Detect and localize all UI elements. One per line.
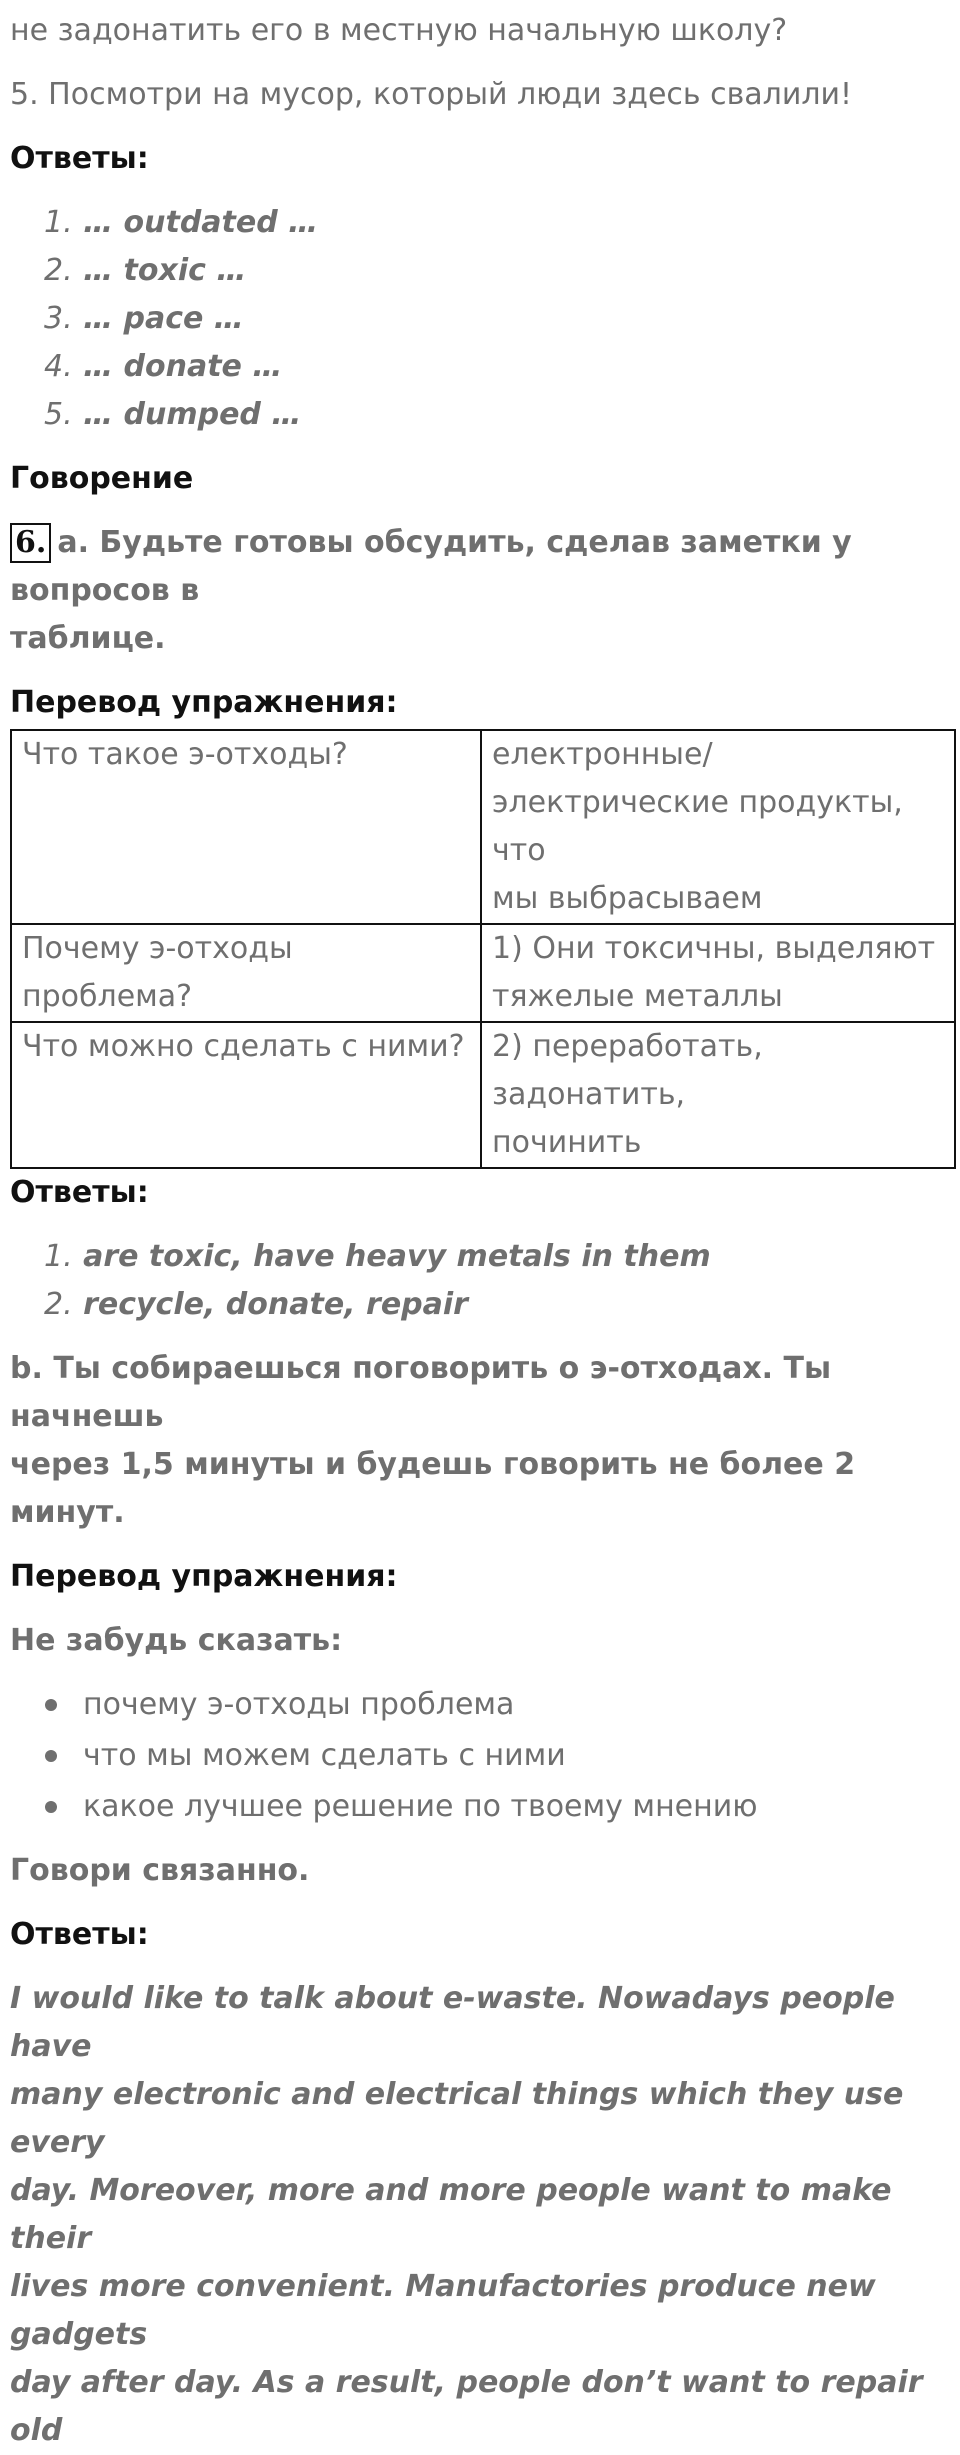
item-text: … outdated … bbox=[72, 205, 319, 240]
cell-line: тяжелые металлы bbox=[492, 979, 783, 1014]
item-text: что мы можем сделать с ними bbox=[83, 1738, 566, 1773]
item-text: … pace … bbox=[72, 301, 244, 336]
table-cell-question: Почему э-отходы проблема? bbox=[11, 924, 481, 1022]
task-instruction bbox=[10, 519, 950, 663]
answers-heading: Ответы: bbox=[10, 1175, 149, 1210]
bullet-list bbox=[10, 1681, 950, 1831]
item-text: … toxic … bbox=[72, 253, 247, 288]
list-item bbox=[44, 1233, 950, 1281]
item-text: … dumped … bbox=[72, 397, 302, 432]
item-number: 2. bbox=[44, 253, 73, 288]
item-number: 1. bbox=[44, 205, 73, 240]
notes-table bbox=[10, 729, 956, 1169]
essay-line: day after day. As a result, people don’t want to repair old bbox=[10, 2365, 923, 2448]
item-number: 3. bbox=[44, 301, 73, 336]
table-row bbox=[11, 1022, 955, 1168]
item-text: какое лучшее решение по твоему мнению bbox=[83, 1789, 758, 1824]
list-item bbox=[45, 1732, 950, 1780]
answers-list bbox=[10, 1233, 950, 1329]
list-item bbox=[44, 295, 950, 343]
list-item bbox=[44, 391, 950, 439]
table-cell-question: Что можно сделать с ними? bbox=[11, 1022, 481, 1168]
list-item bbox=[44, 1281, 950, 1329]
task-line: a. Будьте готовы обсудить, сделав заметки у вопросов в bbox=[10, 525, 852, 608]
answers-list bbox=[10, 199, 950, 439]
item-number: 5. bbox=[44, 397, 73, 432]
instruction-text: Говори связанно. bbox=[10, 1853, 310, 1888]
text-line: не задонатить его в местную начальную школу? bbox=[10, 13, 788, 48]
item-text: … donate … bbox=[72, 349, 283, 384]
task-number-box: 6. bbox=[10, 523, 51, 563]
essay-line: many electronic and electrical things which they use every bbox=[10, 2077, 904, 2160]
item-text: are toxic, have heavy metals in them bbox=[72, 1239, 711, 1274]
item-text: почему э-отходы проблема bbox=[83, 1687, 515, 1722]
table-cell-answer bbox=[481, 924, 955, 1022]
cell-line: электрические продукты, что bbox=[492, 785, 903, 868]
answers-heading: Ответы: bbox=[10, 141, 149, 176]
cell-line: 2) переработать, задонатить, bbox=[492, 1029, 763, 1112]
table-row bbox=[11, 924, 955, 1022]
list-item bbox=[45, 1681, 950, 1729]
essay-line: lives more convenient. Manufactories produce new gadgets bbox=[10, 2269, 876, 2352]
bullet-icon bbox=[45, 1699, 57, 1711]
translation-heading: Перевод упражнения: bbox=[10, 1559, 398, 1594]
table-cell-question: Что такое э-отходы? bbox=[11, 730, 481, 924]
cell-line: електронные/ bbox=[492, 737, 713, 772]
list-item bbox=[44, 199, 950, 247]
list-item bbox=[45, 1783, 950, 1831]
list-item bbox=[44, 247, 950, 295]
item-number: 4. bbox=[44, 349, 73, 384]
task-instruction bbox=[10, 1345, 950, 1537]
table-cell-answer bbox=[481, 730, 955, 924]
task-line: b. Ты собираешься поговорить о э-отходах. Ты начнешь bbox=[10, 1351, 832, 1434]
table-cell-answer bbox=[481, 1022, 955, 1168]
subheading: Не забудь сказать: bbox=[10, 1623, 343, 1658]
cell-line: мы выбрасываем bbox=[492, 881, 763, 916]
task-line: таблице. bbox=[10, 621, 166, 656]
essay-line: day. Moreover, more and more people want to make their bbox=[10, 2173, 892, 2256]
bullet-icon bbox=[45, 1750, 57, 1762]
table-row bbox=[11, 730, 955, 924]
answer-essay bbox=[10, 1975, 950, 2455]
item-number: 1. bbox=[44, 1239, 73, 1274]
essay-line: I would like to talk about e-waste. Nowadays people have bbox=[10, 1981, 895, 2064]
item-text: recycle, donate, repair bbox=[72, 1287, 468, 1322]
section-heading: Говорение bbox=[10, 461, 194, 496]
list-item bbox=[44, 343, 950, 391]
cell-line: починить bbox=[492, 1125, 642, 1160]
cell-line: 1) Они токсичны, выделяют bbox=[492, 931, 936, 966]
item-number: 2. bbox=[44, 1287, 73, 1322]
page-content bbox=[0, 7, 960, 2455]
bullet-icon bbox=[45, 1801, 57, 1813]
task-line: через 1,5 минуты и будешь говорить не более 2 минут. bbox=[10, 1447, 856, 1530]
translation-heading: Перевод упражнения: bbox=[10, 685, 398, 720]
answers-heading: Ответы: bbox=[10, 1917, 149, 1952]
text-line: 5. Посмотри на мусор, который люди здесь свалили! bbox=[10, 77, 853, 112]
